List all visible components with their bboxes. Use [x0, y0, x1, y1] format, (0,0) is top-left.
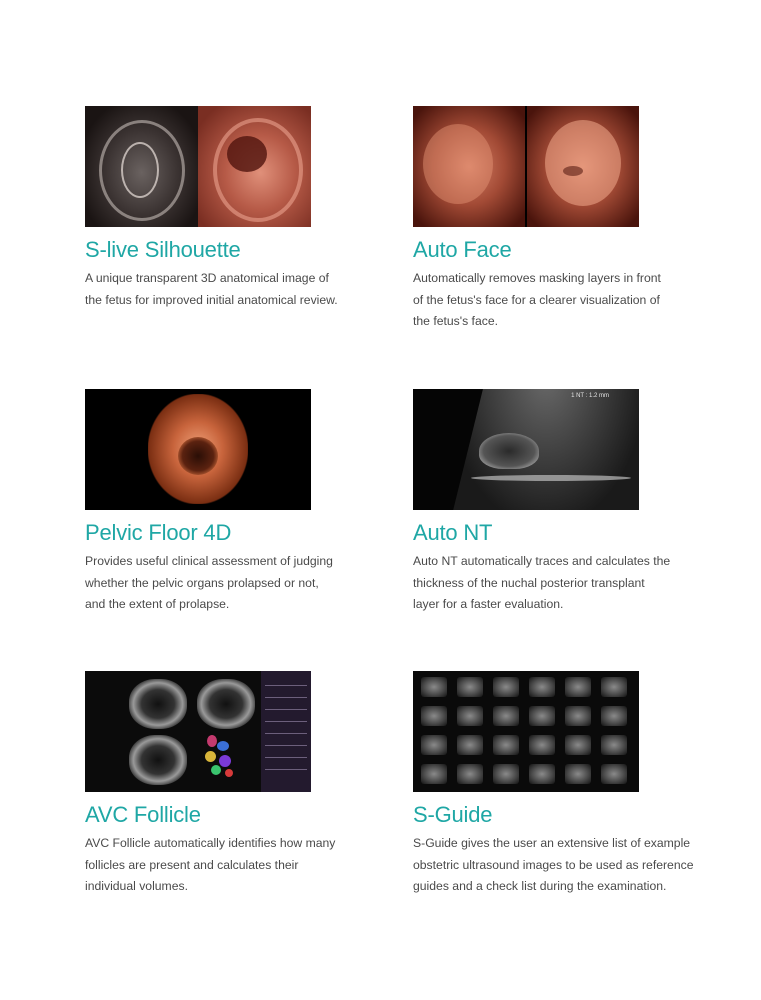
auto-nt-image [413, 389, 639, 510]
guide-thumbnail [457, 706, 483, 726]
guide-thumbnail [493, 764, 519, 784]
nt-measurement-label: 1 NT : 1.2 mm [571, 393, 609, 399]
guide-thumbnail [529, 764, 555, 784]
guide-thumbnail [421, 677, 447, 697]
guide-thumbnail [565, 706, 591, 726]
guide-thumbnail [529, 735, 555, 755]
guide-thumbnail [493, 677, 519, 697]
pelvic-floor-4d-image [85, 389, 311, 510]
guide-thumbnail [529, 677, 555, 697]
guide-thumbnail [601, 764, 627, 784]
feature-title: Pelvic Floor 4D [85, 520, 232, 545]
feature-title: S-live Silhouette [85, 237, 241, 262]
feature-pelvic-floor-4d [85, 389, 385, 616]
auto-face-image [413, 106, 639, 227]
feature-description: Automatically removes masking layers in front of the fetus's face for a clearer visualization of the fetus's face. [413, 271, 661, 328]
feature-title: S-Guide [413, 802, 493, 827]
guide-thumbnail [457, 764, 483, 784]
guide-thumbnail [493, 735, 519, 755]
s-guide-image [413, 671, 639, 792]
s-live-silhouette-image [85, 106, 311, 227]
feature-description: AVC Follicle automatically identifies how many follicles are present and calculates their individual volumes. [85, 836, 336, 893]
feature-s-live-silhouette [85, 106, 385, 311]
guide-thumbnail [421, 735, 447, 755]
feature-avc-follicle [85, 671, 385, 898]
guide-thumbnail [493, 706, 519, 726]
guide-thumbnail [457, 735, 483, 755]
feature-description: Auto NT automatically traces and calculates the thickness of the nuchal posterior transplant layer for a faster evaluation. [413, 554, 671, 611]
guide-thumbnail [565, 764, 591, 784]
guide-thumbnail [529, 706, 555, 726]
guide-thumbnail [601, 706, 627, 726]
feature-title: AVC Follicle [85, 802, 201, 827]
feature-description: A unique transparent 3D anatomical image of the fetus for improved initial anatomical review. [85, 271, 338, 307]
feature-description: S-Guide gives the user an extensive list of example obstetric ultrasound images to be used as reference guides and a check list during the examination. [413, 836, 694, 893]
avc-follicle-image [85, 671, 311, 792]
guide-thumbnail [601, 735, 627, 755]
feature-auto-face [413, 106, 713, 333]
feature-s-guide [413, 671, 713, 898]
feature-description: Provides useful clinical assessment of judging whether the pelvic organs prolapsed or not, and the extent of prolapse. [85, 554, 333, 611]
guide-thumbnail [565, 677, 591, 697]
guide-thumbnail [457, 677, 483, 697]
feature-title: Auto Face [413, 237, 512, 262]
guide-thumbnail [565, 735, 591, 755]
guide-thumbnail [601, 677, 627, 697]
feature-title: Auto NT [413, 520, 493, 545]
feature-auto-nt [413, 389, 713, 616]
guide-thumbnail [421, 764, 447, 784]
guide-thumbnail [421, 706, 447, 726]
